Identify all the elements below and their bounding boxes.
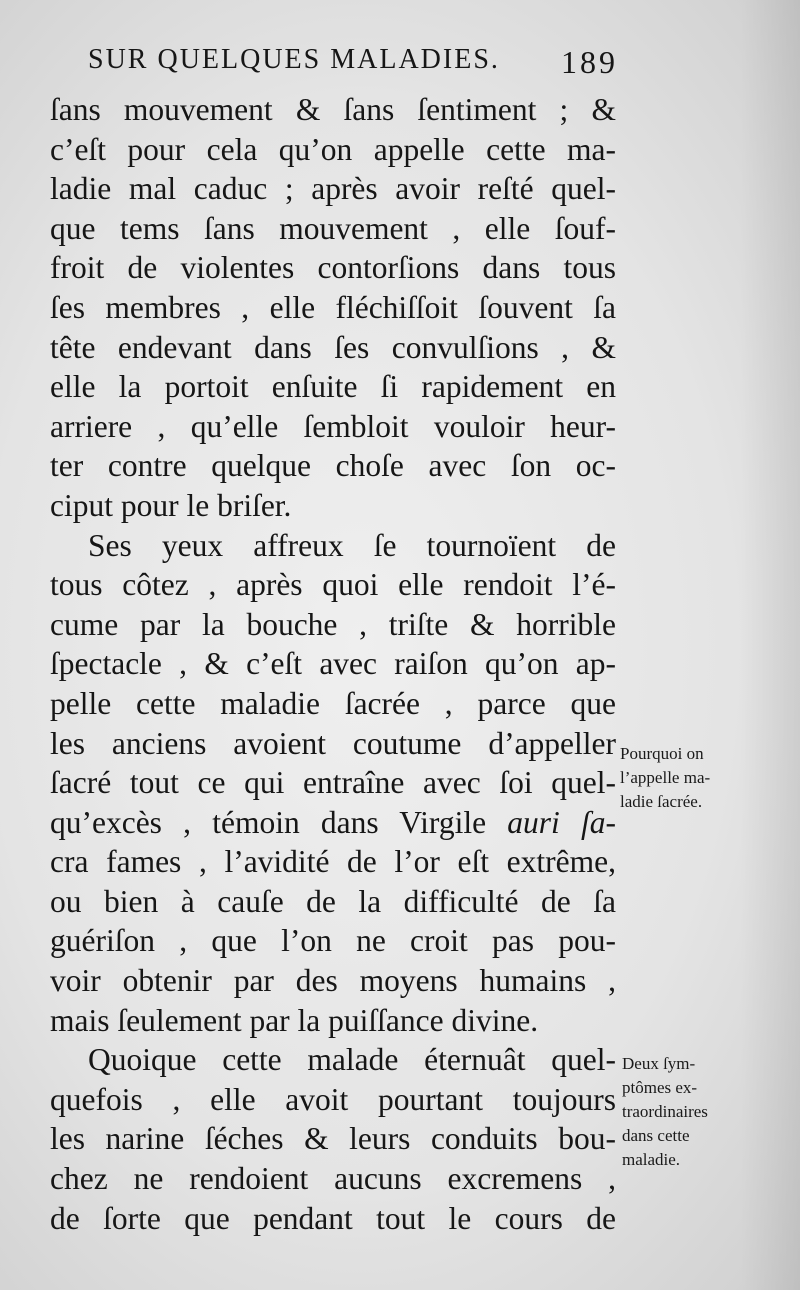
margin-note-symptoms	[622, 1052, 708, 1172]
text-line: ladie mal caduc ; après avoir reſté quel-	[50, 171, 616, 207]
note-line: Deux ſym-	[622, 1054, 696, 1073]
text-line: cra fames , l’avidité de l’or eſt extrême,	[50, 844, 616, 880]
italic-quote: auri ſa-	[507, 804, 616, 840]
text-line: arriere , qu’elle ſembloit vouloir heur-	[50, 408, 616, 444]
text-line: quefois , elle avoit pourtant toujours	[50, 1081, 616, 1117]
text-line: mais ſeulement par la puiſſance divine.	[50, 1002, 539, 1038]
note-line: Pourquoi on	[620, 744, 704, 763]
paragraph-start-line: Ses yeux affreux ſe tournoïent de	[88, 527, 616, 563]
text-line: ſans mouvement & ſans ſentiment ; &	[50, 92, 616, 127]
note-line: l’appelle ma-	[620, 768, 711, 787]
text-line: ter contre quelque choſe avec ſon oc-	[50, 448, 616, 484]
running-header	[88, 44, 618, 80]
margin-note-sacred	[620, 742, 710, 814]
main-text	[50, 90, 616, 1238]
text-line-with-italic	[50, 803, 616, 843]
running-title: SUR QUELQUES MALADIES.	[88, 44, 500, 75]
text-line: elle la portoit enſuite ſi rapidement en	[50, 369, 616, 405]
note-line: ladie ſacrée.	[620, 792, 703, 811]
text-line: ſacré tout ce qui entraîne avec ſoi quel-	[50, 765, 616, 801]
text-line: chez ne rendoient aucuns excremens ,	[50, 1161, 616, 1197]
text-line: les anciens avoient coutume d’appeller	[50, 725, 616, 761]
text-line: tête endevant dans ſes convulſions , &	[50, 329, 616, 365]
text-line: ciput pour le briſer.	[50, 487, 292, 523]
text-line: cume par la bouche , triſte & horrible	[50, 606, 616, 642]
note-line: maladie.	[622, 1150, 681, 1169]
text-line: ſpectacle , & c’eſt avec raiſon qu’on ap-	[50, 646, 616, 682]
text-line: ou bien à cauſe de la difficulté de ſa	[50, 883, 616, 919]
page-edge-shadow	[740, 0, 800, 1290]
text-line: tous côtez , après quoi elle rendoit l’é-	[50, 567, 616, 603]
note-line: dans cette	[622, 1126, 690, 1145]
text-line: ſes membres , elle fléchiſſoit ſouvent ſa	[50, 289, 616, 325]
text-segment: qu’excès , témoin dans Virgile	[50, 804, 487, 840]
text-line: pelle cette maladie ſacrée , parce que	[50, 685, 616, 721]
text-line: c’eſt pour cela qu’on appelle cette ma-	[50, 131, 616, 167]
note-line: traordinaires	[622, 1102, 708, 1121]
text-line: que tems ſans mouvement , elle ſouf-	[50, 210, 616, 246]
text-line: voir obtenir par des moyens humains ,	[50, 963, 616, 999]
text-line: froit de violentes contorſions dans tous	[50, 250, 616, 286]
text-line: de ſorte que pendant tout le cours de	[50, 1200, 616, 1236]
page-number: 189	[561, 44, 618, 80]
note-line: ptômes ex-	[622, 1078, 698, 1097]
paragraph-start-line: Quoique cette malade éternuât quel-	[88, 1042, 616, 1078]
text-line: guériſon , que l’on ne croit pas pou-	[50, 923, 616, 959]
text-line: les narine ſéches & leurs conduits bou-	[50, 1121, 616, 1157]
